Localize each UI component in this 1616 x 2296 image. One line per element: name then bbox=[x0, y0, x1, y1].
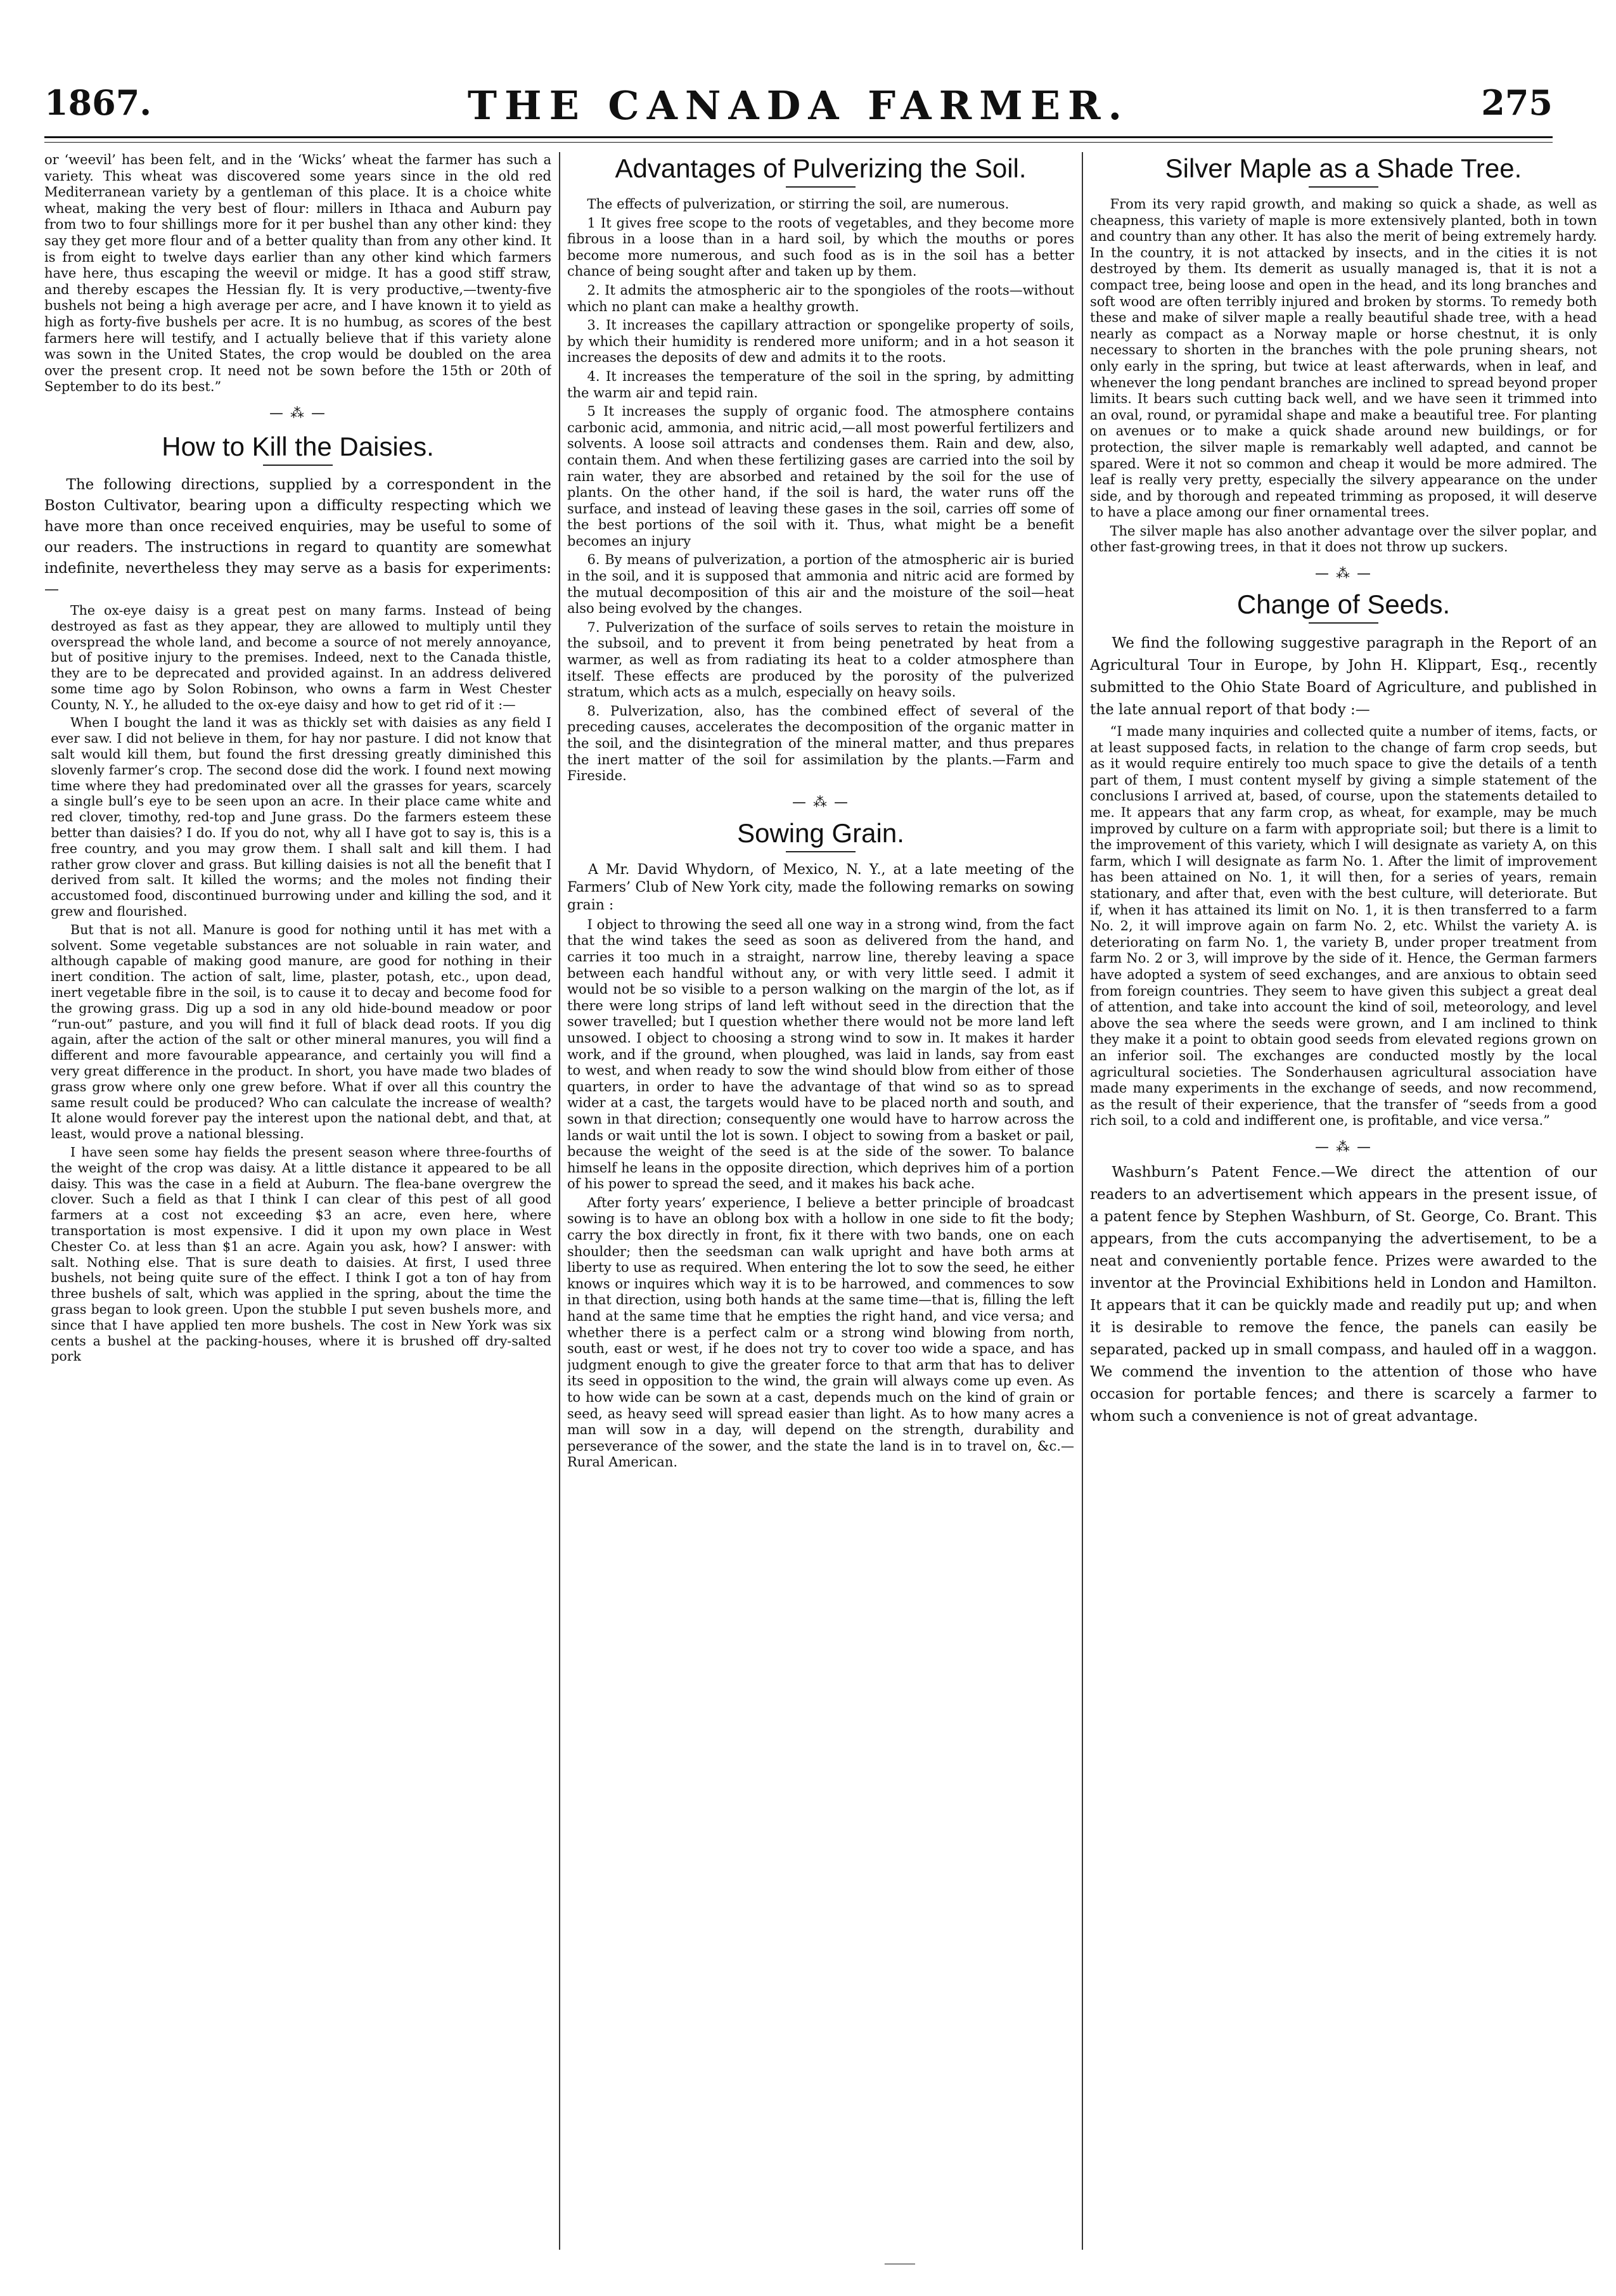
article-paragraph: But that is not all. Manure is good for nothing until it has met with a solvent. Some vegetable substances are not soluable in rain water, and although capable of making good manure, are good for nothing in their inert condition. The action of salt, lime, plaster, potash, etc., upon dead, inert vegetable fibre in the soil, is to cause it to decay and become food for the growing grass. Dig up a sod in any old hide-bound meadow or poor “run-out” pasture, and you will find it full of black dead roots. If you dig again, after the action of the salt or other mineral manures, you will find a different and more favourable appearance, and certainly you will find a very great difference in the product. In short, you have made two blades of grass grow where only one grew before. What if over all this country the same result could be produced? Who can calculate the increase of wealth? It alone would forever pay the interest upon the national debt, and that, at least, would prove a national blessing. bbox=[51, 921, 551, 1142]
article-heading: Sowing Grain. bbox=[737, 818, 904, 848]
section-ornament: — ⁂ — bbox=[792, 794, 849, 811]
article-lead: The following directions, supplied by a correspondent in the Boston Cultivator, bearing upon a difficulty respecting which we have more than once received enquiries, may be useful to some of our readers. The instructions in regard to quantity are somewhat indefinite, nevertheless they may serve as a basis for experiments:— bbox=[44, 476, 551, 598]
page-number: 275 bbox=[1481, 82, 1553, 123]
list-item: 7. Pulverization of the surface of soils serves to retain the moisture in the subsoil, and to prevent it from being penetrated by heat from a warmer, as well as from radiating its heat to a colder atmosphere than itself. These effects are produced by the porosity of the pulverized stratum, which acts as a mulch, especially on heavy soils. bbox=[567, 619, 1074, 700]
heading-rule bbox=[1309, 186, 1378, 188]
article-paragraph: A Mr. David Whydorn, of Mexico, N. Y., at a late meeting of the Farmers’ Club of New York city, made the following remarks on sowing grain : bbox=[567, 861, 1074, 913]
footer-ornament: ⸻ bbox=[884, 2255, 916, 2271]
list-item: 4. It increases the temperature of the soil in the spring, by admitting the warm air and tepid rain. bbox=[567, 368, 1074, 401]
article-heading: Change of Seeds. bbox=[1236, 589, 1451, 620]
masthead-title: THE CANADA FARMER. bbox=[467, 82, 1130, 129]
article-heading: Advantages of Pulverizing the Soil. bbox=[615, 153, 1027, 183]
header-rule bbox=[44, 136, 1553, 138]
column-divider bbox=[559, 152, 560, 2250]
page-header bbox=[44, 82, 1553, 133]
article-heading: Silver Maple as a Shade Tree. bbox=[1165, 153, 1522, 183]
section-ornament: — ⁂ — bbox=[269, 405, 326, 421]
list-item: 1 It gives free scope to the roots of vegetables, and they become more fibrous in a loose than in a hard soil, by which the mouths or pores become more numerous, and such food as is in the soil has a better chance of being sought after and taken up by them. bbox=[567, 215, 1074, 279]
header-year: 1867. bbox=[44, 82, 152, 123]
column-3 bbox=[1090, 152, 1597, 2262]
article-lead: We find the following suggestive paragraph in the Report of an Agricultural Tour in Europe, by John H. Klippart, Esq., recently submitted to the Ohio State Board of Agriculture, and published in the late annual report of that body :— bbox=[1090, 635, 1597, 719]
section-ornament: — ⁂ — bbox=[1315, 1139, 1372, 1155]
article-paragraph: When I bought the land it was as thickly set with daisies as any field I ever saw. I did not believe in them, for hay nor pasture. I did not know that salt would kill them, but found the first dressing greatly diminished this slovenly farmer’s crop. The second dose did the work. I found next mowing time where they had predominated over all the grasses for years, scarcely a single bull’s eye to be seen upon an acre. In their place came white and red clover, timothy, red-top and June grass. Do the farmers esteem these better than daisies? I do. If you do not, why all I have got to say is, this is a free country, and you may grow them. I shall salt and kill them. I had rather grow clover and grass. But killing daisies is not all the benefit that I derived from salt. It killed the worms; and the moles not finding their accustomed food, discontinued burrowing under and killing the sod, and it grew and flourished. bbox=[51, 715, 551, 920]
article-continuation: or ‘weevil’ has been felt, and in the ‘Wicks’ wheat the farmer has such a variety. This wheat was discovered some years since in the old red Mediterranean variety by a gentleman of this place. It is a choice white wheat, making the very best of flour: millers in Ithaca and Auburn pay from two to four shillings more for it per bushel than any other kind: they say they get more flour and of a better quality than from any other kind. It is from eight to twelve days earlier than any other kind which farmers have here, thus escaping the weevil or midge. It has a good stiff straw, and thereby escapes the Hessian fly. It is very productive,—twenty-five bushels not being a high average per acre, and I have known it to yield as high as forty-five bushels per acre. It is no humbug, as scores of the best farmers here will testify, and I actually believe that if this variety alone was sown in the United States, the crop would be doubled on the area over the present crop. It need not be sown before the 15th or 20th of September to do its best.” bbox=[44, 152, 551, 395]
article-lead: The effects of pulverization, or stirring the soil, are numerous. bbox=[587, 196, 1010, 212]
section-ornament: — ⁂ — bbox=[1315, 566, 1372, 582]
list-item: 2. It admits the atmospheric air to the spongioles of the roots—without which no plant can make a healthy growth. bbox=[567, 282, 1074, 314]
header-rule-thin bbox=[44, 142, 1553, 143]
list-item: 5 It increases the supply of organic food. The atmosphere contains carbonic acid, ammonia, and nitric acid,—all most powerful fertilizers and solvents. A loose soil attracts and condenses them. Rain and dew, also, contain them. And when these fertilizing gases are carried into the soil by rain water, they are absorbed and retained by the soil for the use of plants. On the other hand, if the soil is hard, the water runs off the surface, and instead of leaving these gases in the soil, carries off some of the best portions of the soil with it. Thus, what might be a benefit becomes an injury bbox=[567, 404, 1074, 549]
column-divider bbox=[1082, 152, 1083, 2250]
heading-rule bbox=[786, 186, 856, 188]
article-paragraph: The silver maple has also another advantage over the silver poplar, and other fast-growing trees, in that it does not throw up suckers. bbox=[1090, 523, 1597, 555]
heading-rule bbox=[786, 851, 856, 852]
article-paragraph: “I made many inquiries and collected quite a number of items, facts, or at least supposed facts, in relation to the change of farm crop seeds, but as it would require entirely too much space to give the details of a tenth part of them, I must content myself by giving a simple statement of the conclusions I arrived at, based, of course, upon the statements detailed to me. It appears that any farm crop, as wheat, for example, may be much improved by culture on a farm with appropriate soil; but there is a limit to the improvement of this variety, which I will designate as variety A, on this farm, which I will designate as farm No. 1. After the limit of improvement has been attained on No. 1, it will then, for a series of years, remain stationary, and after that, even with the best culture, will deteriorate. But if, when it has attained its limit on No. 1, it is then transferred to a farm No. 2, it will improve again on farm No. 2, etc. Whilst the variety A. is deteriorating on farm No. 1, the variety B, under proper treatment from farm No. 2 or 3, will improve by the side of it. Hence, the German farmers have adopted a system of seed exchanges, and are anxious to obtain seed from foreign countries. They seem to have given this subject a great deal of attention, and take into account the kind of soil, meteorology, and level above the sea where the seeds were grown, and I am inclined to think they make it a point to obtain good seeds from elevated regions grown on an inferior soil. The exchanges are conducted mostly by the local agricultural societies. The Sonderhausen agricultural association have made many experiments in the exchange of seeds, and now recommend, as the result of their experience, that the transfer of “seeds from a good rich soil, to a cold and indifferent one, is profitable, and vice versa.” bbox=[1090, 724, 1597, 1129]
column-2 bbox=[567, 152, 1074, 2262]
article-heading: How to Kill the Daisies. bbox=[162, 431, 434, 461]
list-item: 8. Pulverization, also, has the combined effect of several of the preceding causes, accelerates the decomposition of the organic matter in the soil, and the disintegration of the mineral matter, and thus prepares the inert matter of the soil for assimilation by the plants.—Farm and Fireside. bbox=[567, 703, 1074, 784]
heading-rule bbox=[1309, 622, 1378, 624]
notice-paragraph: Washburn’s Patent Fence.—We direct the attention of our readers to an advertisement which appears in the present issue, of a patent fence by Stephen Washburn, of St. George, Co. Brant. This appears, from the cuts accompanying the advertisement, to be a neat and conveniently portable fence. Prizes were awarded to the inventor at the Provincial Exhibitions held in London and Hamilton. It appears that it can be quickly made and readily put up; and when it is desirable to remove the fence, the panels can easily be separated, packed up in small compass, and hauled off in a waggon. We commend the invention to the attention of those who have occasion for portable fences; and there is scarcely a farmer to whom such a convenience is not of great advantage. bbox=[1090, 1164, 1597, 1425]
article-paragraph: I have seen some hay fields the present season where three-fourths of the weight of the crop was daisy. At a little distance it appeared to be all daisy. This was the case in a field at Auburn. The flea-bane overgrew the clover. Such a field as that I think I can clear of this pest of all good farmers at a cost not exceeding $3 an acre, even here, where transportation is most expensive. I did it upon my own place in West Chester Co. at less than $1 an acre. Again you ask, how? I answer: with salt. Nothing else. That is sure death to daisies. At first, I used three bushels, not being quite sure of the effect. I think I got a ton of hay from three bushels of salt, which was applied in the spring, about the time the grass began to look green. Upon the stubble I put seven bushels more, and since that I have applied ten more bushels. The cost in New York was six cents a bushel at the packing-houses, where it is brushed off dry-salted pork bbox=[51, 1145, 551, 1364]
article-paragraph: The ox-eye daisy is a great pest on many farms. Instead of being destroyed as fast as they appear, they are allowed to multiply until they overspread the whole land, and become a source of not merely annoyance, but of positive injury to the premises. Indeed, next to the Canada thistle, they are to be deprecated and provided against. In an address delivered some time ago by Solon Robinson, who owns a farm in West Chester County, N. Y., he alluded to the ox-eye daisy and how to get rid of it :— bbox=[51, 602, 551, 712]
heading-rule bbox=[263, 465, 333, 466]
article-paragraph: After forty years’ experience, I believe a better principle of broadcast sowing is to have an oblong box with a hollow in one side to fit the body; carry the box directly in front, fix it there with two bands, one on each shoulder; then the seedsman can walk upright and have both arms at liberty to use as required. When entering the lot to sow the seed, he either knows or inquires which way it is to be harrowed, and commences to sow in that direction, using both hands at the same time—that is, filling the left hand at the same time that he empties the right hand, and vice versa; and whether there is a perfect calm or a strong wind blowing from north, south, east or west, if he does not try to cover too wide a space, and has judgment enough to give the greater force to that arm that has to deliver its seed in opposition to the wind, the grain will always come up even. As to how wide can be sown at a cast, depends much on the kind of grain or seed, as heavy seed will spread easier than light. As to how many acres a man will sow in a day, will depend on the strength, durability and perseverance of the sower, and the state the land is in to travel on, &c.—Rural American. bbox=[567, 1195, 1074, 1470]
article-paragraph: I object to throwing the seed all one way in a strong wind, from the fact that the wind takes the seed as soon as delivered from the hand, and carries it too much in a straight, narrow line, thereby leaving a space between each handful without any, or with very little seed. I admit it would not be so visible to a person walking on the margin of the lot, as if there were long strips of land left without seed in the direction that the sower travelled; but I question whether there would not be more land left unsowed. I object to choosing a strong wind to sow in. It makes it harder work, and if the ground, when ploughed, was laid in lands, say from east to west, and when ready to sow the wind should blow from either of those quarters, in order to have the advantage of that wind so as to spread wider at a cast, the targets would have to be placed north and south, and sown in that direction; consequently one would have to harrow across the lands or wait until the lot is sown. I object to sowing from a basket or pail, because the weight of the seed is at the side of the sower. To balance himself he leans in the opposite direction, which deprives him of a portion of his power to spread the seed, and it makes his back ache. bbox=[567, 916, 1074, 1192]
list-item: 3. It increases the capillary attraction or spongelike property of soils, by which their humidity is rendered more uniform; and in a hot season it increases the deposits of dew and admits it to the roots. bbox=[567, 317, 1074, 366]
column-1 bbox=[44, 152, 551, 2262]
article-paragraph: From its very rapid growth, and making so quick a shade, as well as cheapness, this variety of maple is more extensively planted, both in town and country than any other. It has also the merit of being extremely hardy. In the country, it is not attacked by insects, and in the cities it is not destroyed by them. Its demerit as usually managed is, that it is not a compact tree, being loose and open in the head, and its long branches and soft wood are often terribly injured and broken by storms. To remedy both these and make of silver maple a really beautiful shade tree, with a head nearly as compact as a Norway maple or horse chestnut, it is only necessary to shorten in the branches with the pole pruning shears, not only early in the spring, but twice at least afterwards, when in leaf, and whenever the long pendant branches are inclined to spread beyond proper limits. It bears such cutting back well, and we have seen it trimmed into an oval, round, or pyramidal shape and make a beautiful tree. For planting on avenues or to make a quick shade around new buildings, or for protection, the silver maple is remarkably well adapted, and cannot be spared. Were it not so common and cheap it would be more admired. The leaf is really very pretty, especially the silvery appearance on the under side, and by thorough and repeated trimming as proposed, it will deserve to have a place among our finer ornamental trees. bbox=[1090, 196, 1597, 520]
list-item: 6. By means of pulverization, a portion of the atmospheric air is buried in the soil, and it is supposed that ammonia and nitric acid are formed by the mutual decomposition of this air and the moisture of the soil—heat also being evolved by the changes. bbox=[567, 552, 1074, 617]
